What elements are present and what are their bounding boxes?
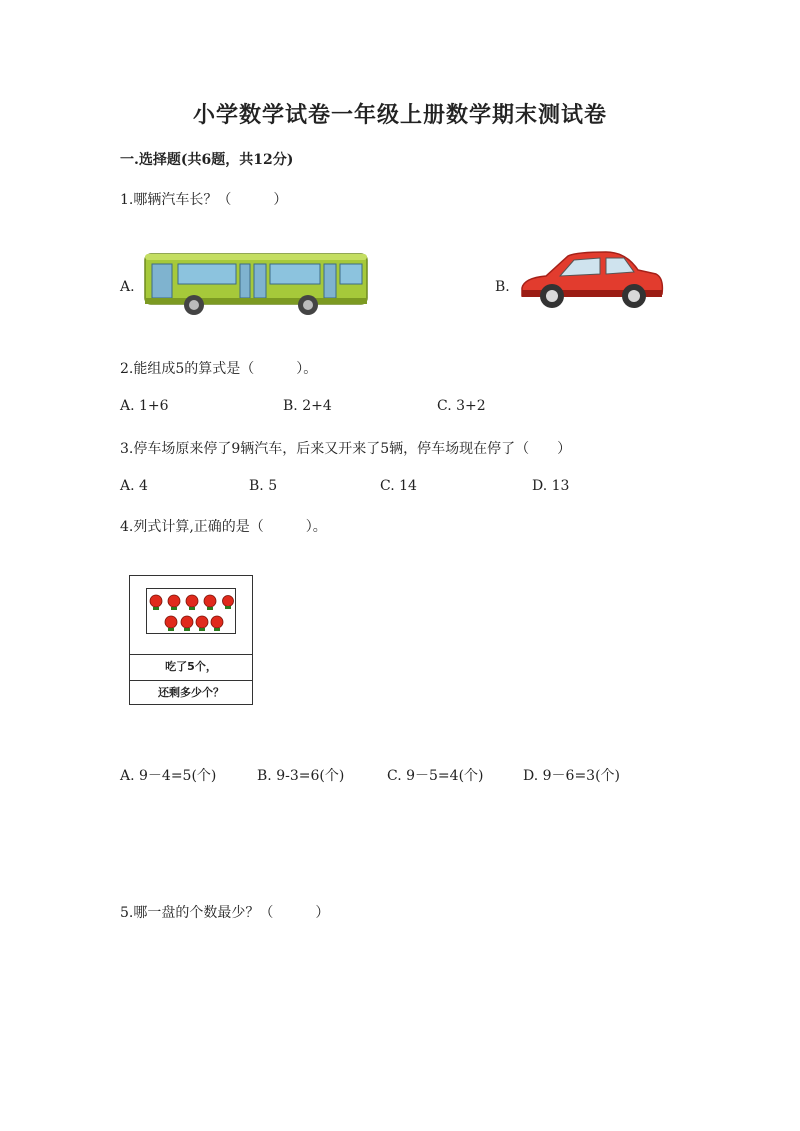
question-3-option-c: C. 14 (380, 478, 417, 494)
question-4-option-d: D. 9－6=3(个) (523, 768, 621, 784)
question-2-option-b: B. 2+4 (283, 398, 332, 414)
question-4-figure (129, 575, 253, 705)
question-4-option-c: C. 9－5=4(个) (387, 768, 484, 784)
question-2-option-a: A. 1+6 (120, 398, 169, 414)
apples-frame (146, 588, 236, 634)
question-3: 3.停车场原来停了9辆汽车，后来又开来了5辆，停车场现在停了（ ） (120, 441, 572, 457)
question-2: 2.能组成5的算式是（ ）。 (120, 361, 318, 377)
page-title: 小学数学试卷一年级上册数学期末测试卷 (192, 102, 607, 128)
question-4-option-b: B. 9-3=6(个) (257, 768, 345, 784)
question-2-option-c: C. 3+2 (437, 398, 486, 414)
car-picture (516, 248, 666, 314)
bus-picture (142, 250, 370, 316)
figure-text-remaining: 还剩多少个？ (130, 680, 252, 706)
question-1: 1.哪辆汽车长？（ ） (120, 192, 288, 208)
question-5: 5.哪一盘的个数最少？（ ） (120, 905, 330, 921)
question-3-option-a: A. 4 (120, 478, 148, 494)
question-1-option-b-label: B. (495, 279, 510, 295)
question-1-option-a-label: A. (120, 279, 135, 295)
question-4: 4.列式计算,正确的是（ ）。 (120, 519, 327, 535)
question-4-option-a: A. 9－4=5(个) (120, 768, 217, 784)
section-heading: 一.选择题(共6题，共12分) (120, 152, 294, 168)
figure-text-eaten: 吃了5个， (130, 654, 252, 680)
question-3-option-b: B. 5 (249, 478, 278, 494)
question-3-option-d: D. 13 (532, 478, 570, 494)
apples-picture (147, 589, 234, 632)
